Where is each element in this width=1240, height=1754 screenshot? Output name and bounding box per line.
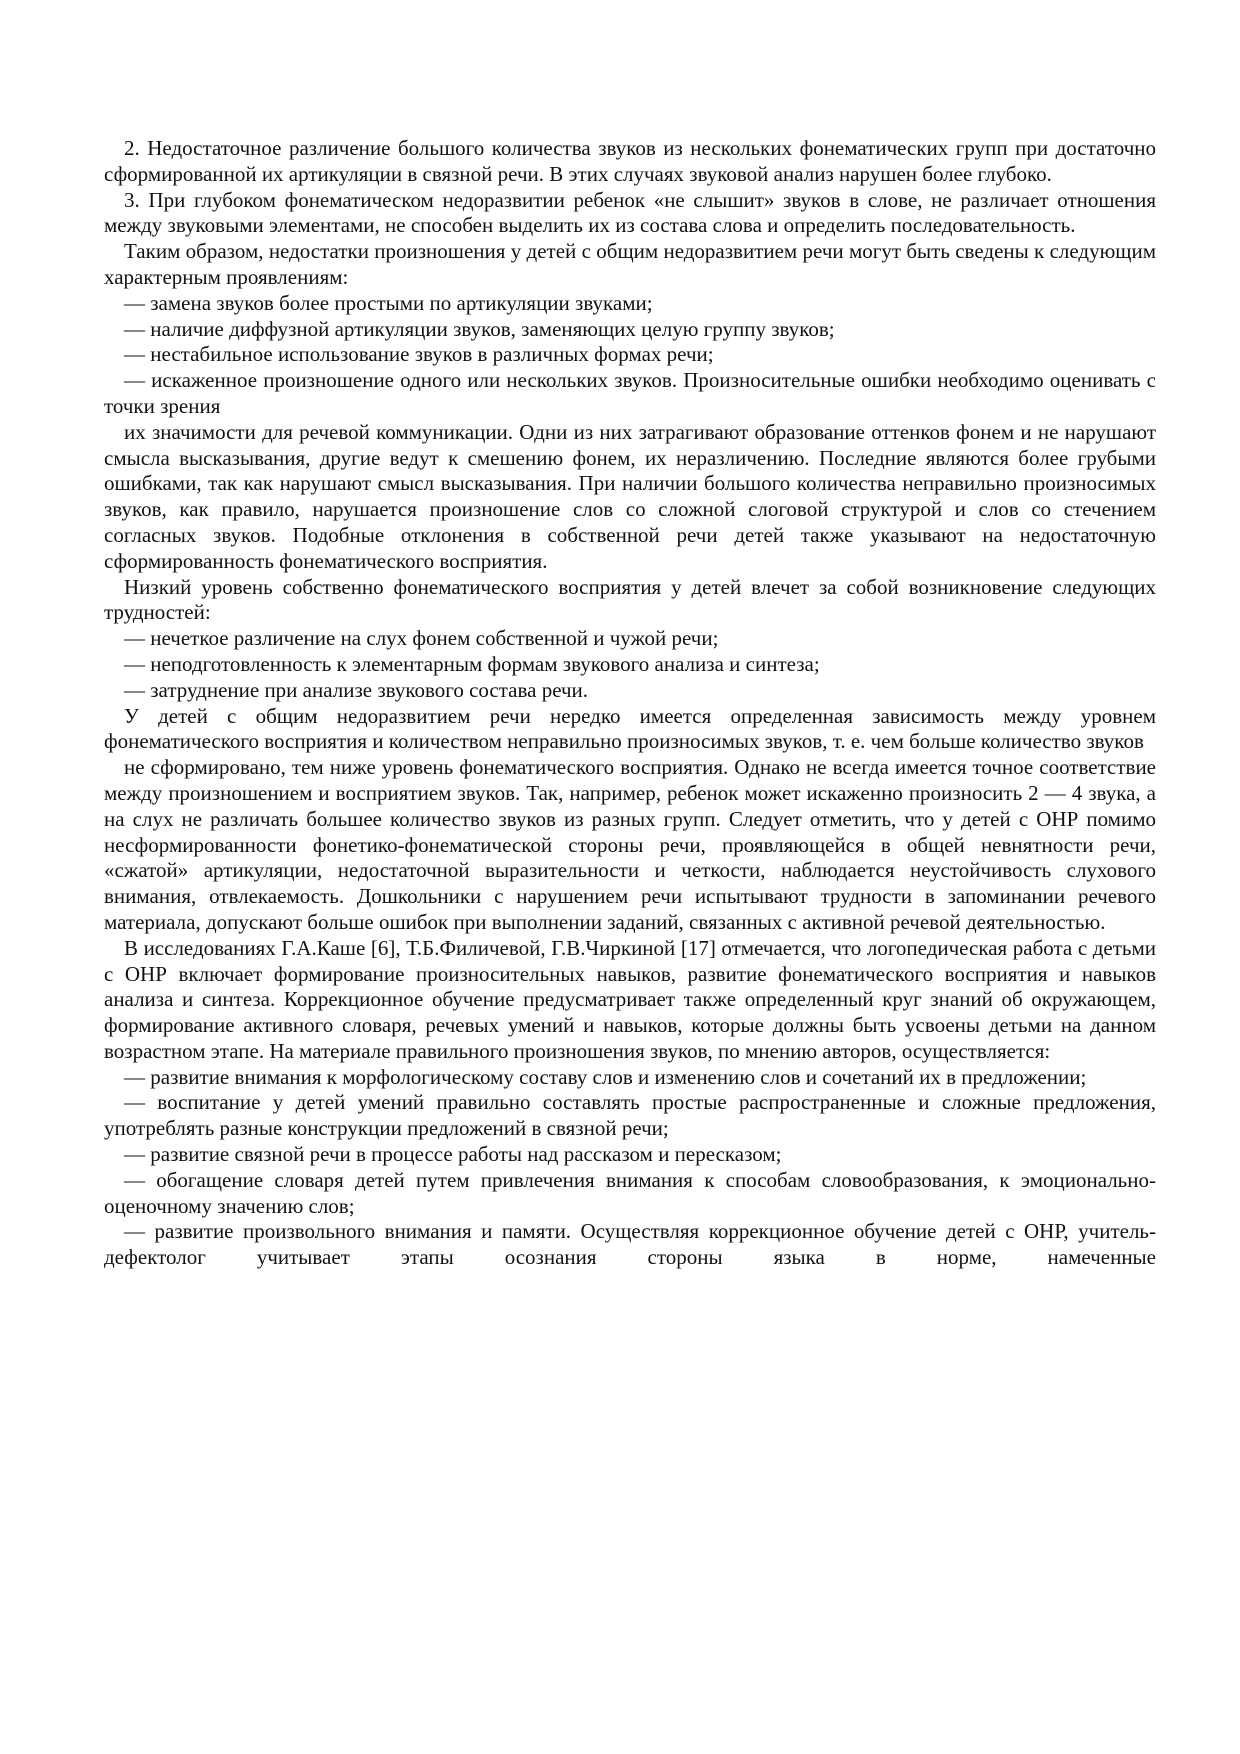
list-item-dash: — нестабильное использование звуков в различных формах речи; xyxy=(124,342,714,367)
paragraph-research: В исследованиях Г.А.Каше [6], Т.Б.Филичевой, Г.В.Чиркиной [17] отмечается, что логопедическая работа с детьми с ОНР включает формирование произносительных навыков, развитие фонематического восприятия и навыков анализа и синтеза. Коррекционное обучение предусматривает также определенный круг знаний об окружающем, формирование активного словаря, речевых умений и навыков, которые должны быть усвоены детьми на данном возрастном этапе. На материале правильного произношения звуков, по мнению авторов, осуществляется: xyxy=(104,935,1156,1063)
list-item-dash: — замена звуков более простыми по артикуляции звуками; xyxy=(124,290,653,315)
list-item-dash: — неподготовленность к элементарным формам звукового анализа и синтеза; xyxy=(124,651,820,676)
list-item-dash: — наличие диффузной артикуляции звуков, заменяющих целую группу звуков; xyxy=(124,316,835,341)
paragraph-low-level: Низкий уровень собственно фонематического восприятия у детей влечет за собой возникновение следующих трудностей: xyxy=(104,574,1156,625)
document-page xyxy=(104,136,1156,1271)
list-item-dash: — искаженное произношение одного или нескольких звуков. Произносительные ошибки необходимо оценивать с точки зрения xyxy=(104,368,1156,418)
list-item-dash-last: — развитие произвольного внимания и памяти. Осуществляя коррекционное обучение детей с ОНР, учитель-дефектолог учитывает этапы осознания стороны языка в норме, намеченные xyxy=(104,1219,1156,1270)
paragraph-significance: их значимости для речевой коммуникации. Одни из них затрагивают образование оттенков фонем и не нарушают смысла высказывания, другие ведут к смешению фонем, их неразличению. Последние являются более грубыми ошибками, так как нарушают смысл высказывания. При наличии большого количества неправильно произносимых звуков, как правило, нарушается произношение слов со сложной слоговой структурой и слов со стечением согласных звуков. Подобные отклонения в собственной речи детей также указывают на недостаточную сформированность фонематического восприятия. xyxy=(104,419,1156,573)
paragraph-item-3: 3. При глубоком фонематическом недоразвитии ребенок «не слышит» звуков в слове, не различает отношения между звуковыми элементами, не способен выделить их из состава слова и определить последовательность. xyxy=(104,187,1156,238)
list-item-dash: — воспитание у детей умений правильно составлять простые распространенные и сложные предложения, употреблять разные конструкции предложений в связной речи; xyxy=(104,1090,1156,1141)
paragraph-not-formed: не сформировано, тем ниже уровень фонематического восприятия. Однако не всегда имеется точное соответствие между произношением и восприятием звуков. Так, например, ребенок может искаженно произносить 2 — 4 звука, а на слух не различать большее количество звуков из разных групп. Следует отметить, что у детей с ОНР помимо несформированности фонетико-фонематической стороны речи, проявляющейся в общей невнятности речи, «сжатой» артикуляции, недостаточной выразительности и четкости, наблюдается неустойчивость слухового внимания, отвлекаемость. Дошкольники с нарушением речи испытывают трудности в запоминании речевого материала, допускают больше ошибок при выполнении заданий, связанных с активной речевой деятельностью. xyxy=(104,755,1156,934)
list-item-dash: — обогащение словаря детей путем привлечения внимания к способам словообразования, к эмоционально-оценочному значению слов; xyxy=(104,1167,1156,1218)
paragraph-item-2: 2. Недостаточное различение большого количества звуков из нескольких фонематических групп при достаточно сформированной их артикуляции в связной речи. В этих случаях звуковой анализ нарушен более глубоко. xyxy=(104,136,1156,186)
paragraph-summary-intro: Таким образом, недостатки произношения у детей с общим недоразвитием речи могут быть сведены к следующим характерным проявлениям: xyxy=(104,239,1156,289)
list-item-dash: — затруднение при анализе звукового состава речи. xyxy=(124,677,589,702)
list-item-dash: — нечеткое различение на слух фонем собственной и чужой речи; xyxy=(124,626,719,651)
list-item-dash: — развитие внимания к морфологическому составу слов и изменению слов и сочетаний их в предложении; xyxy=(124,1064,1087,1089)
paragraph-dependency: У детей с общим недоразвитием речи нередко имеется определенная зависимость между уровнем фонематического восприятия и количеством неправильно произносимых звуков, т. е. чем больше количество звуков xyxy=(104,703,1156,754)
list-item-dash: — развитие связной речи в процессе работы над рассказом и пересказом; xyxy=(124,1142,782,1167)
